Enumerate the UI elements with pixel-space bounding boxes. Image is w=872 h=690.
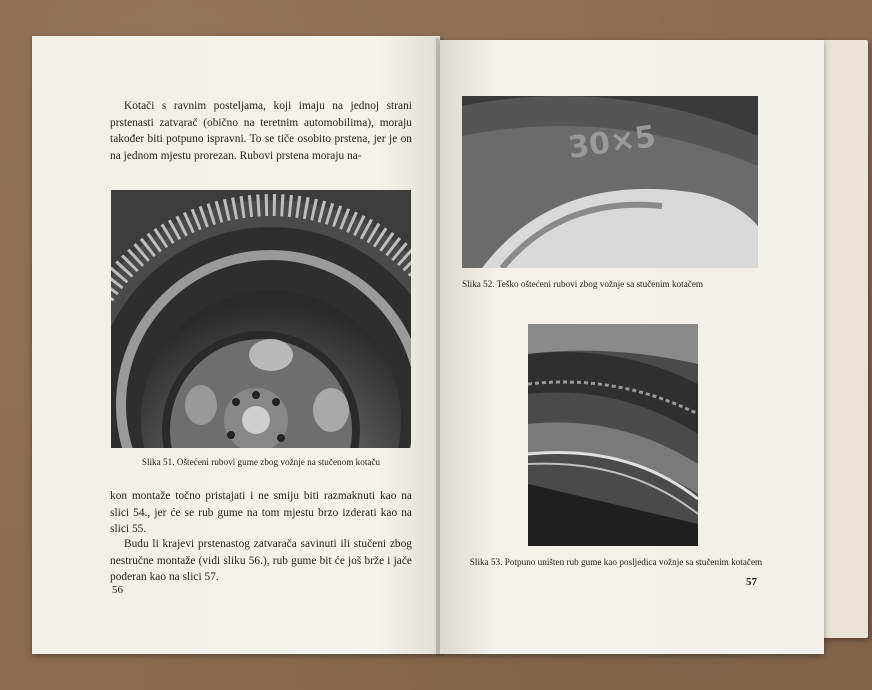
figure-52-caption: Slika 52. Teško oštećeni rubovi zbog vožnje sa stučenim kotačem (462, 279, 704, 289)
left-page (32, 36, 440, 654)
figure-53-caption: Slika 53. Potpuno uništen rub gume kao posljedica vožnje sa stučenim kotačem (469, 557, 763, 567)
page-number-right: 57 (746, 576, 757, 588)
figure-53-photo (528, 324, 698, 546)
paragraph-intro: Kotači s ravnim posteljama, koji imaju na jednoj strani prstenasti zatvarač (obično na teretnim automobilima), moraju također biti potpuno ispravni. To se tiče osobito prstena, jer je on na jednom mjestu prorezan. Rubovi prstena moraju na- (110, 100, 412, 162)
right-page (440, 40, 824, 654)
paragraph-continuation: kon montaže točno pristajati i ne smiju biti razmaknuti kao na slici 54., jer će se rub gume na tom mjestu brzo izderati kao na slici 55. (110, 490, 412, 535)
figure-51-photo (111, 190, 411, 448)
paragraph-ring-closure: Budu li krajevi prstenastog zatvarača savinuti ili stučeni zbog nestručne montaže (vidi sliku 56.), rub gume bit će još brže i jače poderan kao na slici 57. (110, 538, 412, 583)
figure-51-caption: Slika 51. Oštećeni rubovi gume zbog vožnje na stučenom kotaču (141, 457, 381, 467)
page-number-left: 56 (112, 584, 123, 596)
tire-size-marking: 30×5 (566, 119, 659, 166)
figure-52-photo (462, 96, 758, 268)
